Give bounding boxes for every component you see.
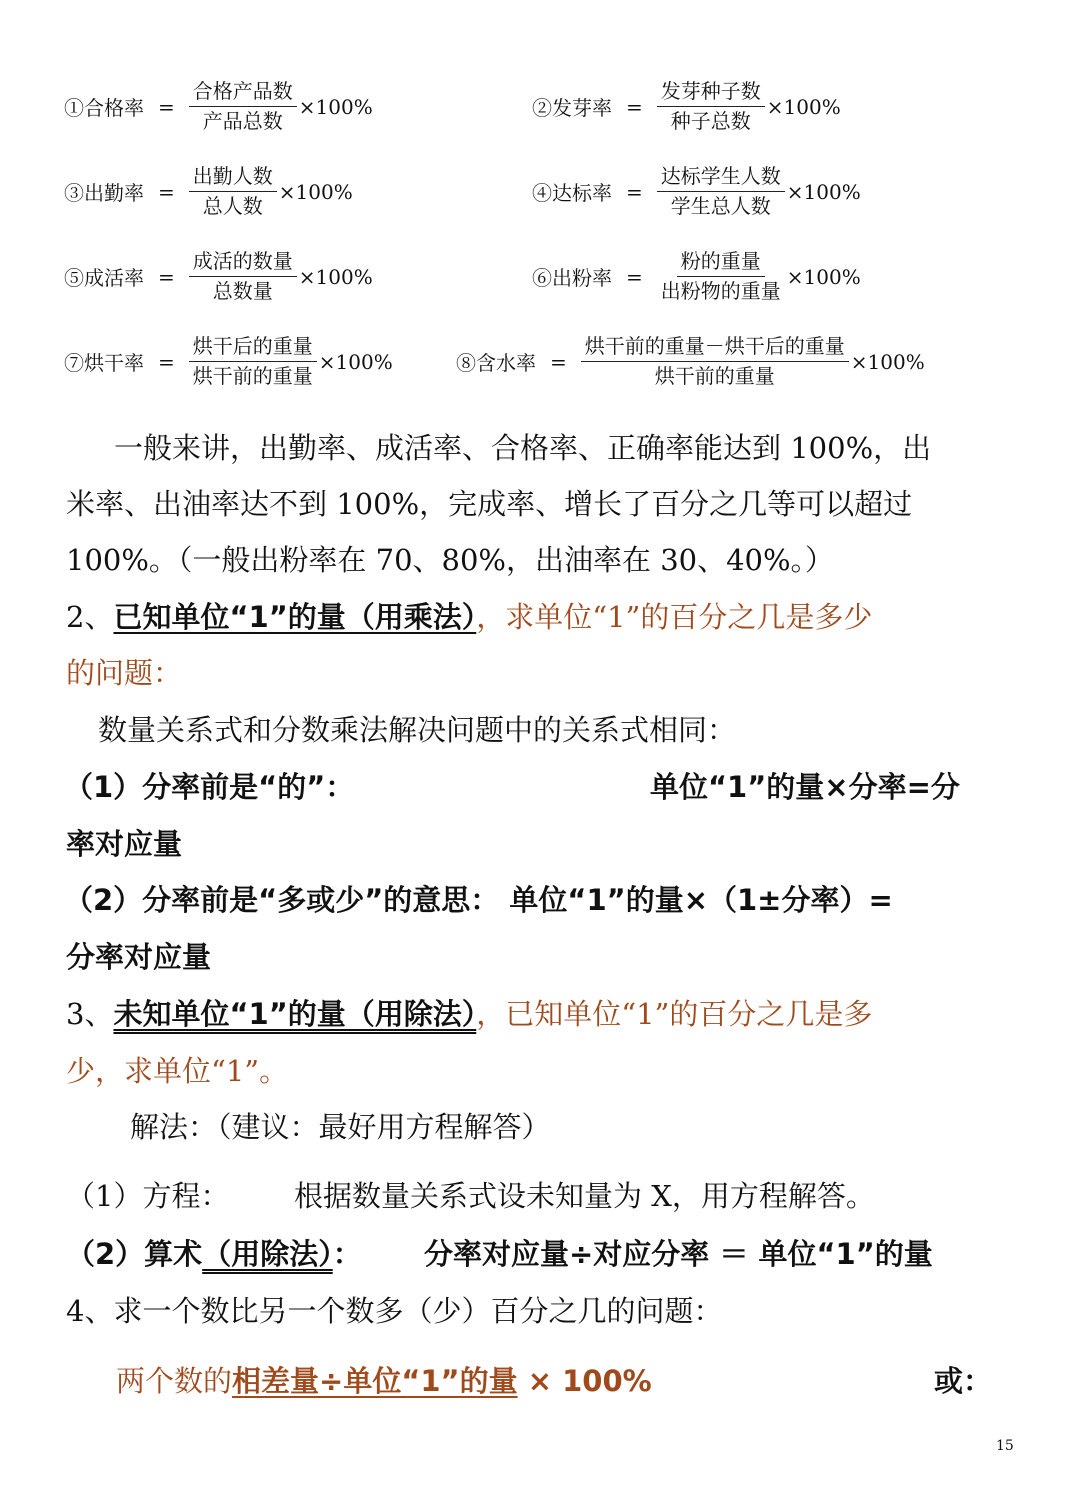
- formula-germination-rate: [532, 80, 841, 133]
- formula-label: ⑥出粉率: [532, 266, 612, 290]
- case-1-formula-cont: 率对应量: [66, 827, 183, 861]
- method-note: 解法：（建议：最好用方程解答）: [130, 1110, 551, 1144]
- percent-multiplier: ×100%: [298, 264, 373, 289]
- denominator: 学生总人数: [670, 194, 771, 218]
- equals-sign: =: [158, 264, 175, 289]
- denominator: 种子总数: [670, 109, 751, 133]
- fraction: [189, 335, 317, 388]
- section-question: ，求单位“1”的百分之几是多少: [476, 600, 873, 634]
- fraction: [657, 250, 785, 303]
- numerator: 发芽种子数: [657, 80, 765, 107]
- fraction: [189, 250, 297, 303]
- case-1-formula: 单位“1”的量×分率=分: [650, 770, 960, 804]
- formula-survival-rate: [64, 250, 373, 303]
- percent-multiplier: ×100%: [318, 349, 393, 374]
- equals-sign: =: [158, 179, 175, 204]
- section-question-cont: 的问题：: [66, 656, 183, 690]
- numerator: 成活的数量: [189, 250, 297, 277]
- formula-prefix: 两个数的: [116, 1364, 233, 1398]
- section-2-heading: [66, 597, 872, 637]
- formula-qualified-rate: [64, 80, 373, 133]
- case-2-formula-cont: 分率对应量: [66, 940, 212, 974]
- equals-sign: =: [626, 94, 643, 119]
- case-2-line: （2）分率前是“多或少”的意思： 单位“1”的量×（1±分率）=: [64, 883, 893, 917]
- section-number: 3、: [66, 997, 114, 1031]
- numerator: 出勤人数: [189, 165, 277, 192]
- formula-label: ②发芽率: [532, 96, 612, 120]
- fraction: [657, 80, 765, 133]
- denominator: 总数量: [212, 279, 273, 303]
- fraction: [657, 165, 785, 218]
- equals-sign: =: [158, 94, 175, 119]
- denominator: 烘干前的重量: [654, 364, 775, 388]
- method-2-colon: ：: [332, 1237, 362, 1271]
- section-question-cont: 少，求单位“1”。: [66, 1054, 289, 1088]
- paragraph-line: 米率、出油率达不到 100%，完成率、增长了百分之几等可以超过: [66, 487, 913, 521]
- section-4-heading: 4、求一个数比另一个数多（少）百分之几的问题：: [66, 1294, 723, 1328]
- fraction: [581, 335, 849, 388]
- formula-multiplier: × 100%: [517, 1364, 652, 1398]
- formula-label: ⑧含水率: [456, 351, 536, 375]
- numerator: 合格产品数: [189, 80, 297, 107]
- method-2-name: （2）算术: [66, 1237, 203, 1271]
- relation-intro: 数量关系式和分数乘法解决问题中的关系式相同：: [98, 713, 737, 747]
- numerator: 烘干后的重量: [189, 335, 317, 362]
- denominator: 烘干前的重量: [192, 364, 313, 388]
- section-title: 未知单位“1”的量（用除法）: [113, 997, 477, 1031]
- denominator: 出粉物的重量: [660, 279, 781, 303]
- method-2-label: [66, 1234, 362, 1274]
- case-1-label: （1）分率前是“的”：: [64, 770, 355, 804]
- formula-attendance-rate: [64, 165, 353, 218]
- percent-multiplier: ×100%: [766, 94, 841, 119]
- method-2-formula: 分率对应量÷对应分率 ＝ 单位“1”的量: [424, 1237, 933, 1271]
- paragraph-line: 一般来讲，出勤率、成活率、合格率、正确率能达到 100%，出: [114, 431, 932, 465]
- fraction: [189, 165, 277, 218]
- method-1-text: 根据数量关系式设未知量为 X，用方程解答。: [294, 1179, 875, 1213]
- page-number: 15: [996, 1438, 1014, 1454]
- equals-sign: =: [158, 349, 175, 374]
- formula-label: ⑦烘干率: [64, 351, 144, 375]
- denominator: 总人数: [202, 194, 263, 218]
- percent-multiplier: ×100%: [298, 94, 373, 119]
- formula-drying-rate: [64, 335, 393, 388]
- formula-moisture-rate: [456, 335, 925, 388]
- formula-label: ④达标率: [532, 181, 612, 205]
- formula-label: ⑤成活率: [64, 266, 144, 290]
- section-3-heading: [66, 994, 872, 1034]
- or-label: 或：: [934, 1364, 993, 1398]
- formula-pass-rate: [532, 165, 861, 218]
- method-1-label: （1）方程：: [66, 1179, 230, 1213]
- formula-flour-rate: [532, 250, 861, 303]
- formula-label: ①合格率: [64, 96, 144, 120]
- section-title: 已知单位“1”的量（用乘法）: [113, 600, 477, 634]
- fraction: [189, 80, 297, 133]
- numerator: 粉的重量: [677, 250, 765, 277]
- percent-multiplier: ×100%: [786, 179, 861, 204]
- section-number: 2、: [66, 600, 114, 634]
- section-4-formula: [116, 1361, 652, 1401]
- denominator: 产品总数: [202, 109, 283, 133]
- percent-multiplier: ×100%: [278, 179, 353, 204]
- equals-sign: =: [550, 349, 567, 374]
- percent-multiplier: ×100%: [850, 349, 925, 374]
- percent-multiplier: ×100%: [786, 264, 861, 289]
- numerator: 达标学生人数: [657, 165, 785, 192]
- numerator: 烘干前的重量－烘干后的重量: [581, 335, 849, 362]
- equals-sign: =: [626, 264, 643, 289]
- paragraph-line: 100%。（一般出粉率在 70、80%，出油率在 30、40%。）: [66, 543, 835, 577]
- formula-main: 相差量÷单位“1”的量: [232, 1364, 518, 1398]
- method-2-hint: （用除法）: [202, 1237, 333, 1271]
- section-question: ，已知单位“1”的百分之几是多: [476, 997, 873, 1031]
- equals-sign: =: [626, 179, 643, 204]
- formula-label: ③出勤率: [64, 181, 144, 205]
